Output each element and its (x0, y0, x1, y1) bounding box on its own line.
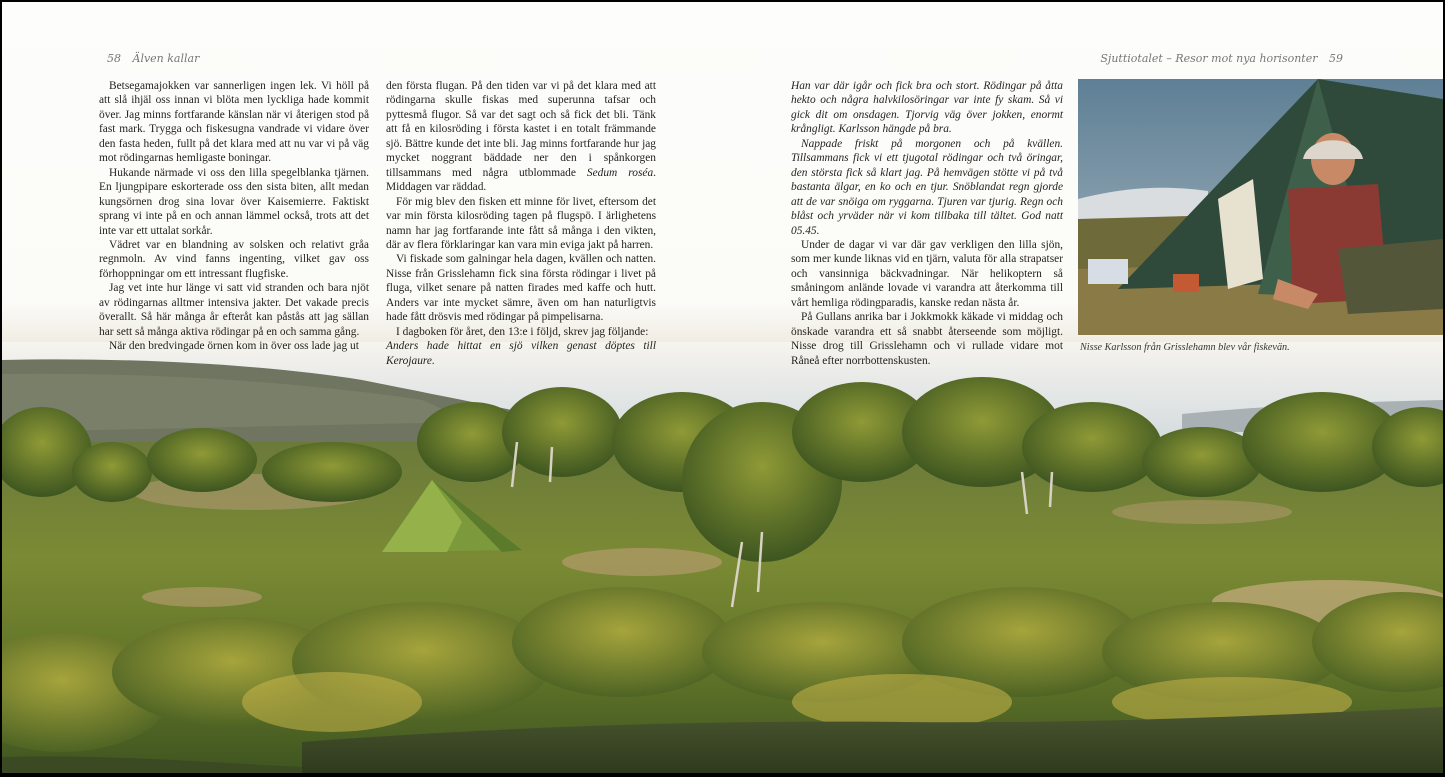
paragraph: När den bredvingade örnen kom in över oss lade jag ut (109, 340, 359, 353)
paragraph: Jag vet inte hur länge vi satt vid stranden och bara njöt av rödingarnas alltmer intensiva jakter. Det vakade precis överallt. Så här många år efteråt kan påstås att jag sällan har sett så många aktiva rödingar på en och samma gång. (99, 282, 369, 338)
photo-caption: Nisse Karlsson från Grisslehamn blev vår fiskevän. (1080, 342, 1290, 353)
paragraph: Under de dagar vi var där gav verkligen den lilla sjön, som mer kunde liknas vid en tjärn, valuta för alla strapatser och vansinniga bäckvadningar. När helikoptern så småningom anlände lovade vi varandra att återkomma till vårt hemliga rödingparadis, kanske redan nästa år. (791, 238, 1063, 309)
paragraph (386, 79, 656, 195)
diary-quote: Anders hade hittat en sjö vilken genast döptes till Kerojaure. (386, 340, 656, 367)
italic-text: Sedum roséa (586, 166, 654, 179)
right-page-number: 59 (1329, 52, 1343, 65)
text-run: . Middagen var räddad. (386, 166, 657, 194)
paragraph: För mig blev den fisken ett minne för livet, eftersom det var min första kilosröding tagen på flugspö. I ärlighetens namn har jag fortfarande inte fått så många i den vikten, där av flera förklaringar kan vara min eviga jakt på harren. (386, 195, 656, 251)
text-column-2 (386, 79, 656, 368)
paragraph: På Gullans anrika bar i Jokkmokk käkade vi middag och önskade varandra ett så snabbt återseende som möjligt. Nisse drog till Grisslehamn och vi rullade vidare mot Råneå efter norrbottenskusten. (791, 311, 1063, 367)
diary-paragraph: Han var där igår och fick bra och stort. Rödingar på åtta hekto och några halvkilosöringar var inte fy skam. Så vi gick dit om onsdagen. Tjorvig väg över jokken, enormt krångligt. Karlsson hängde på bra. (791, 80, 1063, 136)
text-run: den första flugan. På den tiden var vi på det klara med att rödingarna skulle fiskas med superunna tafsar och pyttesmå flugor. Så var det sagt och så fick det bli. Tänk att få en kilosröding i första kastet i en totalt främmande sjö. Bättre kunde det inte bli. Jag minns fortfarande hur jag mycket noggrant bäddade ner den i spånkorgen tillsammans med några utblommade (386, 80, 656, 179)
paragraph: Vädret var en blandning av solsken och relativt gråa regnmoln. Av vind fanns ingenting, vilket gav oss förhoppningar om ett intressant flugfiske. (99, 238, 369, 280)
paragraph: I dagboken för året, den 13:e i följd, skrev jag följande: (396, 325, 649, 338)
right-head-title: Sjuttiotalet – Resor mot nya horisonter (1100, 52, 1318, 65)
right-running-head (1100, 52, 1351, 65)
inset-photo-man-by-tent (1078, 79, 1443, 335)
left-page-number: 58 (107, 52, 121, 65)
paragraph: Hukande närmade vi oss den lilla spegelblanka tjärnen. En ljungpipare eskorterade oss den sista biten, allt medan kungsörnen drog sina lovar över Kaisemierre. Faktiskt sprang vi inte på en och annan lämmel också, trots att det inte var ett uttalat sorkår. (99, 166, 369, 237)
book-spread (2, 2, 1443, 773)
paragraph: Betsegamajokken var sannerligen ingen lek. Vi höll på att slå ihjäl oss innan vi blöta men lyckliga hade kommit över. Jag minns fortfarande känslan när vi återigen stod på fast mark. Trygga och fiskesugna vandrade vi vidare över den fasta heden, fullt på det klara med att nu var vi på väg mot rödingarnas hemligaste boningar. (99, 80, 369, 165)
left-head-title: Älven kallar (132, 52, 200, 65)
text-column-3 (791, 79, 1063, 368)
left-running-head (99, 52, 199, 65)
paragraph: Vi fiskade som galningar hela dagen, kvällen och natten. Nisse från Grisslehamn fick sina första rödingar i livet på fluga, vilket senare på natten firades med kaffe och hutt. Anders var inte mycket sämre, även om han naturligtvis hade fått drösvis med rödingar på pimpelisarna. (386, 253, 656, 324)
diary-paragraph: Nappade friskt på morgonen och på kvällen. Tillsammans fick vi ett tjugotal rödingar och två öringar, den största fick så klart jag. På hemvägen stötte vi på två bastanta älgar, en ko och en tjur. Snöblandat regn gjorde att de var snöiga om ryggarna. Tjuren var tjurig. Regn och blåst och yrväder när vi kom tillbaka till tältet. God natt 05.45. (791, 137, 1063, 237)
text-column-1 (99, 79, 369, 354)
